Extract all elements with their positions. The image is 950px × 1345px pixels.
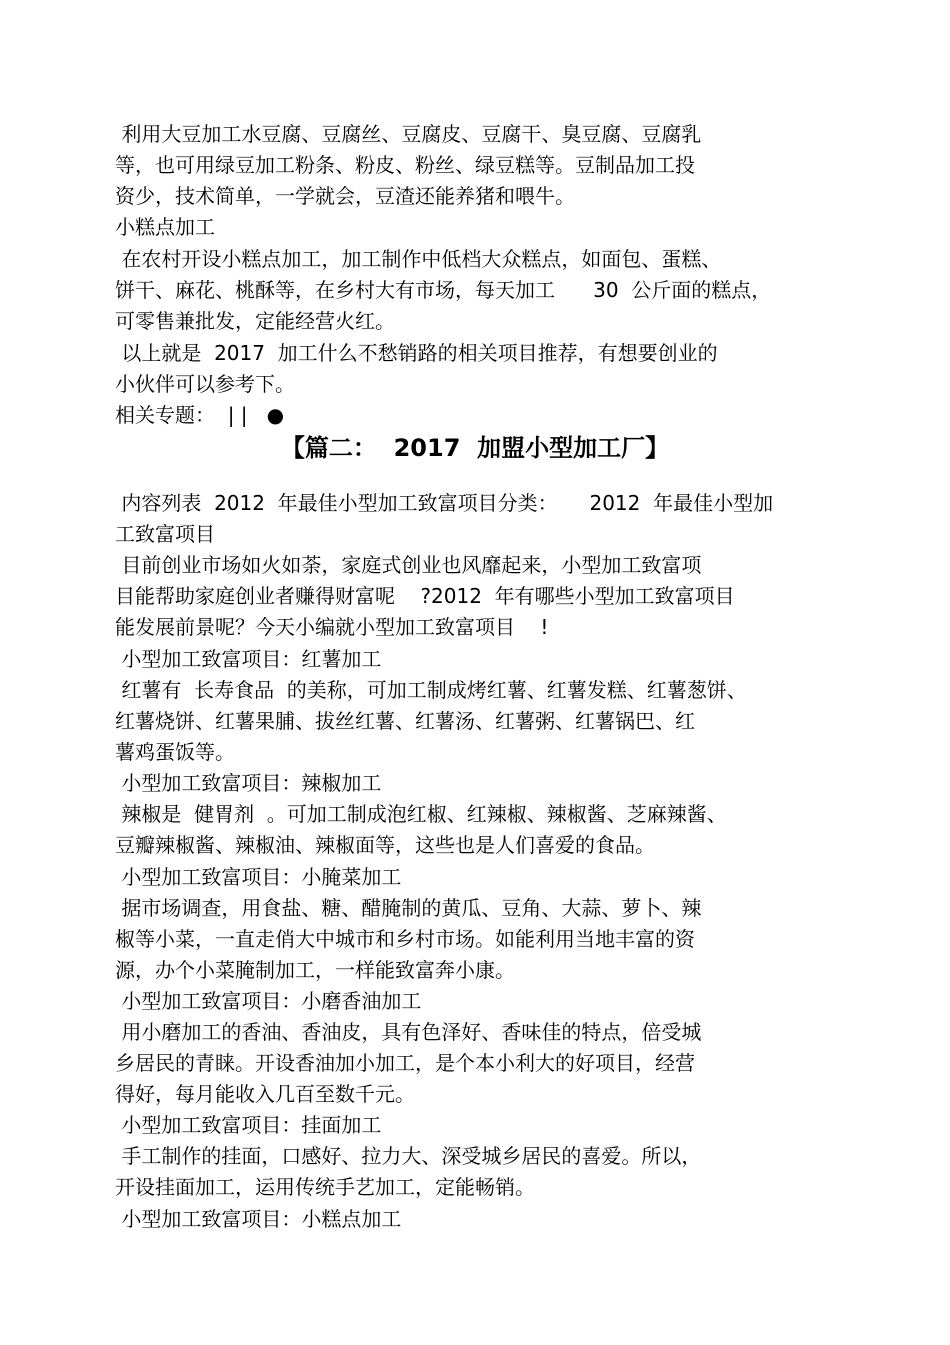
text-line: 能发展前景呢？今天小编就小型加工致富项目 ! — [115, 615, 549, 639]
text-line: 目前创业市场如火如荼，家庭式创业也风靡起来，小型加工致富项 — [115, 553, 702, 577]
text-line: 以上就是 2017 加工什么不愁销路的相关项目推荐，有想要创业的 — [115, 341, 718, 365]
text-line: 用小磨加工的香油、香油皮，具有色泽好、香味佳的特点，倍受城 — [115, 1020, 702, 1044]
text-line: 目能帮助家庭创业者赚得财富呢 ?2012 年有哪些小型加工致富项目 — [115, 584, 735, 608]
text-line: 红薯有 长寿食品 的美称，可加工制成烤红薯、红薯发糕、红薯葱饼、 — [115, 678, 747, 702]
text-line: 据市场调查，用食盐、糖、醋腌制的黄瓜、豆角、大蒜、萝卜、辣 — [115, 896, 702, 920]
text-line: 利用大豆加工水豆腐、豆腐丝、豆腐皮、豆腐干、臭豆腐、豆腐乳 — [115, 122, 702, 146]
text-line: 手工制作的挂面，口感好、拉力大、深受城乡居民的喜爱。所以， — [115, 1144, 702, 1168]
section-heading: 小糕点加工 — [115, 215, 215, 239]
item-heading: 小型加工致富项目：小腌菜加工 — [115, 865, 402, 889]
item-heading: 小型加工致富项目：辣椒加工 — [115, 771, 382, 795]
text-line: 饼干、麻花、桃酥等，在乡村大有市场，每天加工 30 公斤面的糕点， — [115, 278, 772, 302]
item-heading: 小型加工致富项目：挂面加工 — [115, 1113, 382, 1137]
text-line: 椒等小菜，一直走俏大中城市和乡村市场。如能利用当地丰富的资 — [115, 927, 695, 951]
item-heading: 小型加工致富项目：小糕点加工 — [115, 1207, 402, 1231]
text-line: 开设挂面加工，运用传统手艺加工，定能畅销。 — [115, 1175, 535, 1199]
text-line: 辣椒是 健胃剂 。可加工制成泡红椒、红辣椒、辣椒酱、芝麻辣酱、 — [115, 802, 727, 826]
text-line: 可零售兼批发，定能经营火红。 — [115, 309, 395, 333]
text-line: 资少，技术简单，一学就会，豆渣还能养猪和喂牛。 — [115, 184, 575, 208]
text-line: 源，办个小菜腌制加工，一样能致富奔小康。 — [115, 958, 515, 982]
text-line: 等，也可用绿豆加工粉条、粉皮、粉丝、绿豆糕等。豆制品加工投 — [115, 153, 695, 177]
text-line: 在农村开设小糕点加工，加工制作中低档大众糕点，如面包、蛋糕、 — [115, 247, 722, 271]
text-line: 工致富项目 — [115, 522, 215, 546]
part-title: 【篇二： 2017 加盟小型加工厂】 — [280, 434, 670, 462]
text-line: 薯鸡蛋饭等。 — [115, 740, 235, 764]
item-heading: 小型加工致富项目：红薯加工 — [115, 647, 382, 671]
text-line: 豆瓣辣椒酱、辣椒油、辣椒面等，这些也是人们喜爱的食品。 — [115, 833, 655, 857]
text-line: 红薯烧饼、红薯果脯、拔丝红薯、红薯汤、红薯粥、红薯锅巴、红 — [115, 709, 695, 733]
text-line: 乡居民的青睐。开设香油加小加工，是个本小利大的好项目，经营 — [115, 1051, 695, 1075]
related-topics: 相关专题： | | ● — [115, 403, 285, 427]
text-line: 得好，每月能收入几百至数千元。 — [115, 1082, 415, 1106]
text-line: 小伙伴可以参考下。 — [115, 372, 295, 396]
text-line: 内容列表 2012 年最佳小型加工致富项目分类： 2012 年最佳小型加 — [115, 491, 774, 515]
item-heading: 小型加工致富项目：小磨香油加工 — [115, 989, 422, 1013]
